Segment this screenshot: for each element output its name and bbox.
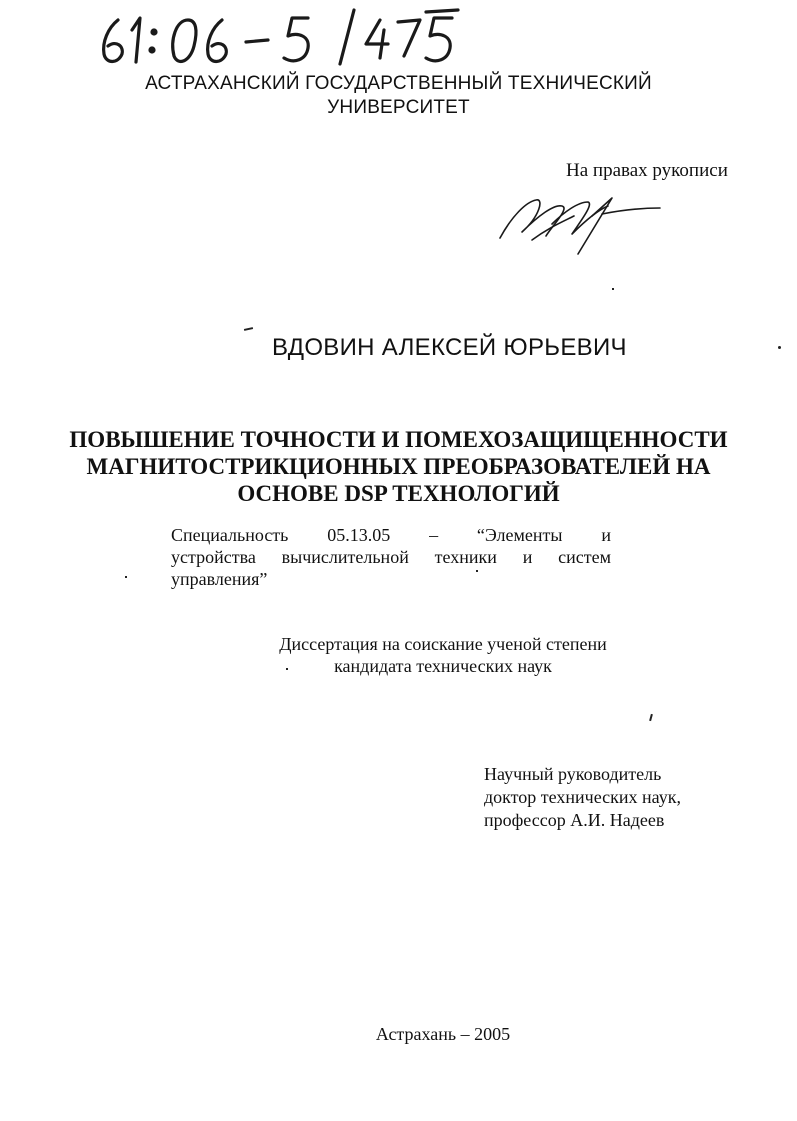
dissertation-title xyxy=(40,426,757,507)
specialty-block xyxy=(171,524,611,590)
supervisor-role: Научный руководитель xyxy=(484,764,662,784)
scan-speck xyxy=(649,714,653,721)
supervisor-name: профессор А.И. Надеев xyxy=(484,810,665,830)
university-line-1: АСТРАХАНСКИЙ ГОСУДАРСТВЕННЫЙ ТЕХНИЧЕСКИЙ xyxy=(145,73,652,94)
title-line-2: МАГНИТОСТРИКЦИОННЫХ ПРЕОБРАЗОВАТЕЛЕЙ НА xyxy=(86,454,711,479)
supervisor-degree: доктор технических наук, xyxy=(484,787,681,807)
supervisor-block xyxy=(484,763,681,832)
city-year: Астрахань – 2005 xyxy=(375,1024,511,1044)
specialty-line-3: управления” xyxy=(171,569,268,589)
scan-speck xyxy=(476,570,478,572)
signature xyxy=(492,176,672,260)
author-name: ВДОВИН АЛЕКСЕЙ ЮРЬЕВИЧ xyxy=(272,334,627,361)
rights-notice: На правах рукописи xyxy=(566,160,728,181)
specialty-word: систем xyxy=(558,547,611,567)
scan-speck xyxy=(125,576,127,578)
scan-speck xyxy=(778,346,781,349)
scan-speck xyxy=(286,668,288,670)
degree-line-2: кандидата технических наук xyxy=(334,656,552,676)
degree-statement xyxy=(0,633,797,677)
specialty-word: устройства xyxy=(171,547,256,567)
title-line-1: ПОВЫШЕНИЕ ТОЧНОСТИ И ПОМЕХОЗАЩИЩЕННОСТИ xyxy=(69,427,728,452)
specialty-word: и xyxy=(522,547,533,567)
specialty-dash: – xyxy=(429,525,439,545)
specialty-word: вычислительной xyxy=(281,547,409,567)
title-line-3: ОСНОВЕ DSP ТЕХНОЛОГИЙ xyxy=(237,481,560,506)
scan-speck xyxy=(244,327,253,331)
specialty-line-1 xyxy=(171,524,611,546)
specialty-word: и xyxy=(601,525,611,545)
scan-speck xyxy=(612,288,614,290)
specialty-line-2 xyxy=(171,546,611,568)
university-line-2: УНИВЕРСИТЕТ xyxy=(327,97,470,118)
handwritten-archive-code xyxy=(96,6,476,70)
specialty-word: Специальность xyxy=(171,525,289,545)
university-name xyxy=(0,72,797,120)
specialty-word: “Элементы xyxy=(476,525,563,545)
specialty-word: техники xyxy=(434,547,497,567)
degree-line-1: Диссертация на соискание ученой степени xyxy=(279,634,607,654)
specialty-code: 05.13.05 xyxy=(327,525,391,545)
